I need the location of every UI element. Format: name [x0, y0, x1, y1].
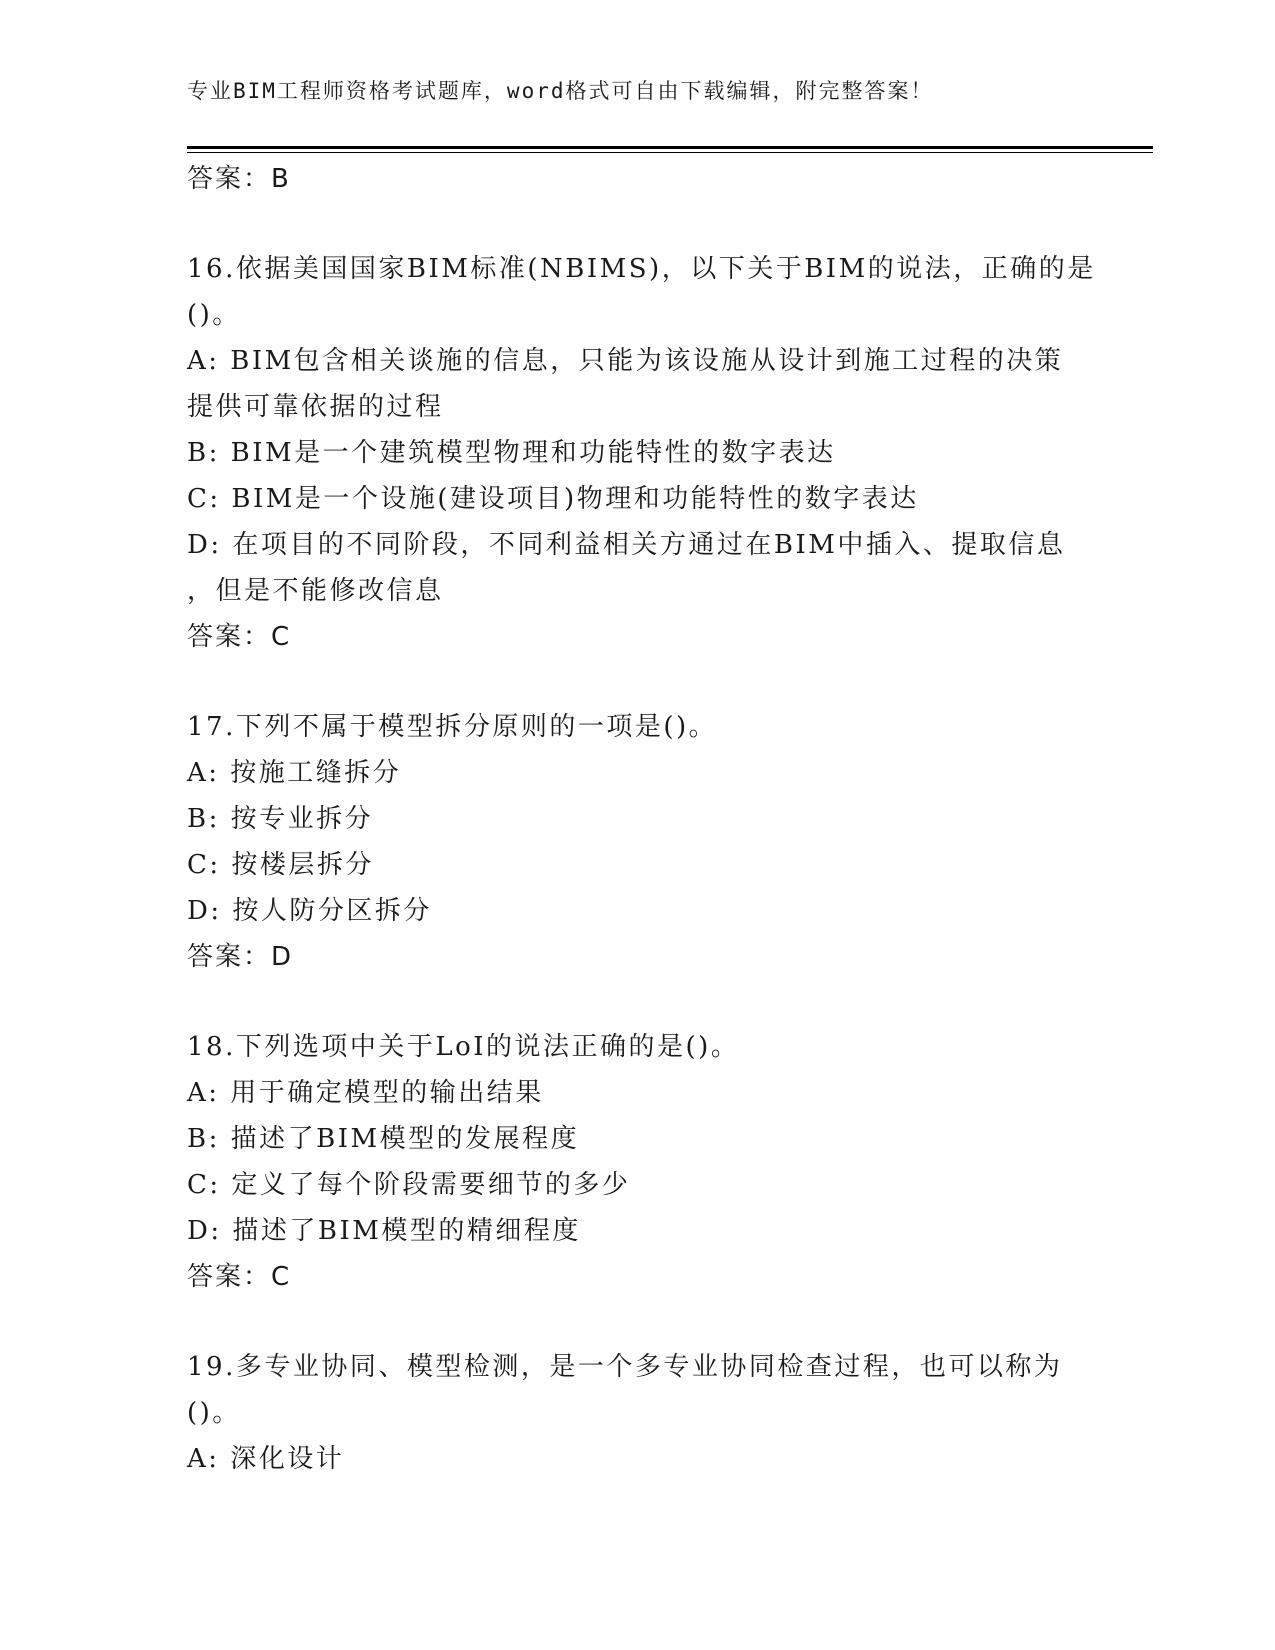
question-19: [187, 1344, 1087, 1482]
question-17: [187, 704, 1087, 980]
question-text: 17.下列不属于模型拆分原则的一项是()。: [187, 712, 718, 742]
option-a: A: 用于确定模型的输出结果: [187, 1078, 544, 1108]
option-d: D: 在项目的不同阶段，不同利益相关方通过在BIM中插入、提取信息: [187, 530, 1066, 560]
option-d: D: 按人防分区拆分: [187, 896, 432, 926]
option-b: B: 按专业拆分: [187, 804, 374, 834]
question-text: ()。: [187, 1398, 241, 1428]
question-text: 18.下列选项中关于LoI的说法正确的是()。: [187, 1032, 740, 1062]
option-b: B: BIM是一个建筑模型物理和功能特性的数字表达: [187, 438, 836, 468]
page-header: 专业BIM工程师资格考试题库，word格式可自由下载编辑，附完整答案！: [187, 79, 934, 103]
option-a: A: BIM包含相关谈施的信息，只能为该设施从设计到施工过程的决策: [187, 346, 1064, 376]
question-18: [187, 1024, 1087, 1300]
answer: 答案：C: [187, 622, 292, 652]
question-16: [187, 246, 1096, 660]
header-divider-thick: [187, 146, 1153, 149]
question-text: 16.依据美国国家BIM标准(NBIMS)，以下关于BIM的说法，正确的是: [187, 254, 1096, 284]
option-c: C: 按楼层拆分: [187, 850, 374, 880]
question-text: ()。: [187, 300, 241, 330]
option-b: B: 描述了BIM模型的发展程度: [187, 1124, 580, 1154]
header-divider-thin: [187, 152, 1153, 153]
option-d-continued: ，但是不能修改信息: [187, 576, 444, 606]
answer: 答案：C: [187, 1262, 292, 1292]
answer: 答案：D: [187, 942, 294, 972]
option-c: C: 定义了每个阶段需要细节的多少: [187, 1170, 631, 1200]
option-d: D: 描述了BIM模型的精细程度: [187, 1216, 581, 1246]
option-a: A: 深化设计: [187, 1444, 345, 1474]
option-a: A: 按施工缝拆分: [187, 758, 402, 788]
option-a-continued: 提供可靠依据的过程: [187, 392, 444, 422]
option-c: C: BIM是一个设施(建设项目)物理和功能特性的数字表达: [187, 484, 919, 514]
question-content: [187, 156, 1096, 1482]
previous-answer: 答案：B: [187, 164, 291, 194]
question-text: 19.多专业协同、模型检测，是一个多专业协同检查过程，也可以称为: [187, 1352, 1063, 1382]
